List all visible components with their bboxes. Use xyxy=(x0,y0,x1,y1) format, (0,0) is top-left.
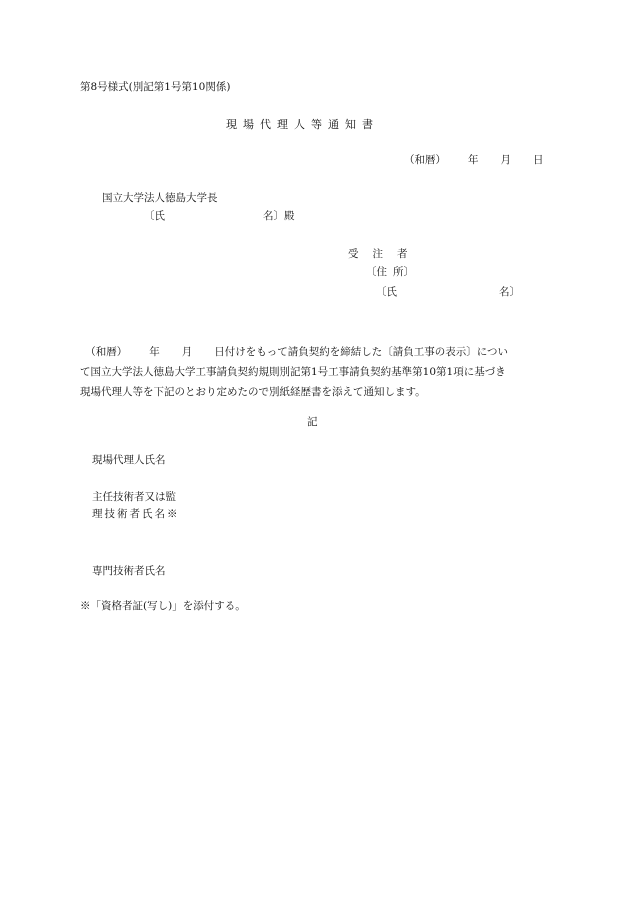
body-month: 月 xyxy=(181,346,193,358)
site-agent-name-label: 現場代理人氏名 xyxy=(92,454,166,466)
contractor-address-line xyxy=(366,267,414,278)
date-year: 年 xyxy=(468,154,479,166)
contractor-label-2: 注 xyxy=(372,248,383,260)
form-number: 第8号様式(別記第1号第10関係) xyxy=(80,81,231,93)
chief-engineer-label-line-1: 主任技術者又は監 xyxy=(92,491,176,503)
body-era: （和暦） xyxy=(90,346,128,358)
footnote: ※「資格者証(写し)」を添付する。 xyxy=(80,600,246,612)
addressee-name-line xyxy=(144,211,295,222)
date-month: 月 xyxy=(500,154,511,166)
contractor-name-line xyxy=(376,287,520,298)
addressee-name-close: 名〕殿 xyxy=(263,210,295,222)
contractor-address-close: 所〕 xyxy=(393,266,414,278)
body-line-1 xyxy=(80,342,550,362)
contractor-address-open: 〔住 xyxy=(366,266,387,278)
ki-heading: 記 xyxy=(307,416,318,428)
addressee-organization: 国立大学法人徳島大学長 xyxy=(102,192,218,204)
contractor-label-3: 者 xyxy=(397,248,408,260)
notification-body xyxy=(80,342,550,402)
specialist-engineer-name-label: 専門技術者氏名 xyxy=(92,565,166,577)
contractor-label xyxy=(348,249,408,260)
contractor-label-1: 受 xyxy=(348,248,359,260)
body-line-3: 現場代理人等を下記のとおり定めたので別紙経歴書を添えて通知します。 xyxy=(80,386,426,398)
contractor-name-open: 〔氏 xyxy=(376,286,397,298)
body-year: 年 xyxy=(149,346,160,358)
body-line-1-rest: 日付けをもって請負契約を締結した〔請負工事の表示〕につい xyxy=(214,346,509,358)
date-era: （和暦） xyxy=(404,154,446,166)
date-day: 日 xyxy=(533,154,544,166)
contractor-name-close: 名〕 xyxy=(499,286,520,298)
body-line-2: て国立大学法人徳島大学工事請負契約規則別記第1号工事請負契約基準第10第1項に基づき xyxy=(80,366,506,378)
chief-engineer-label-line-2: 理技術者氏名※ xyxy=(92,508,180,520)
addressee-name-open: 〔氏 xyxy=(144,210,165,222)
date-line xyxy=(404,155,544,166)
document-title: 現場代理人等通知書 xyxy=(226,118,379,131)
